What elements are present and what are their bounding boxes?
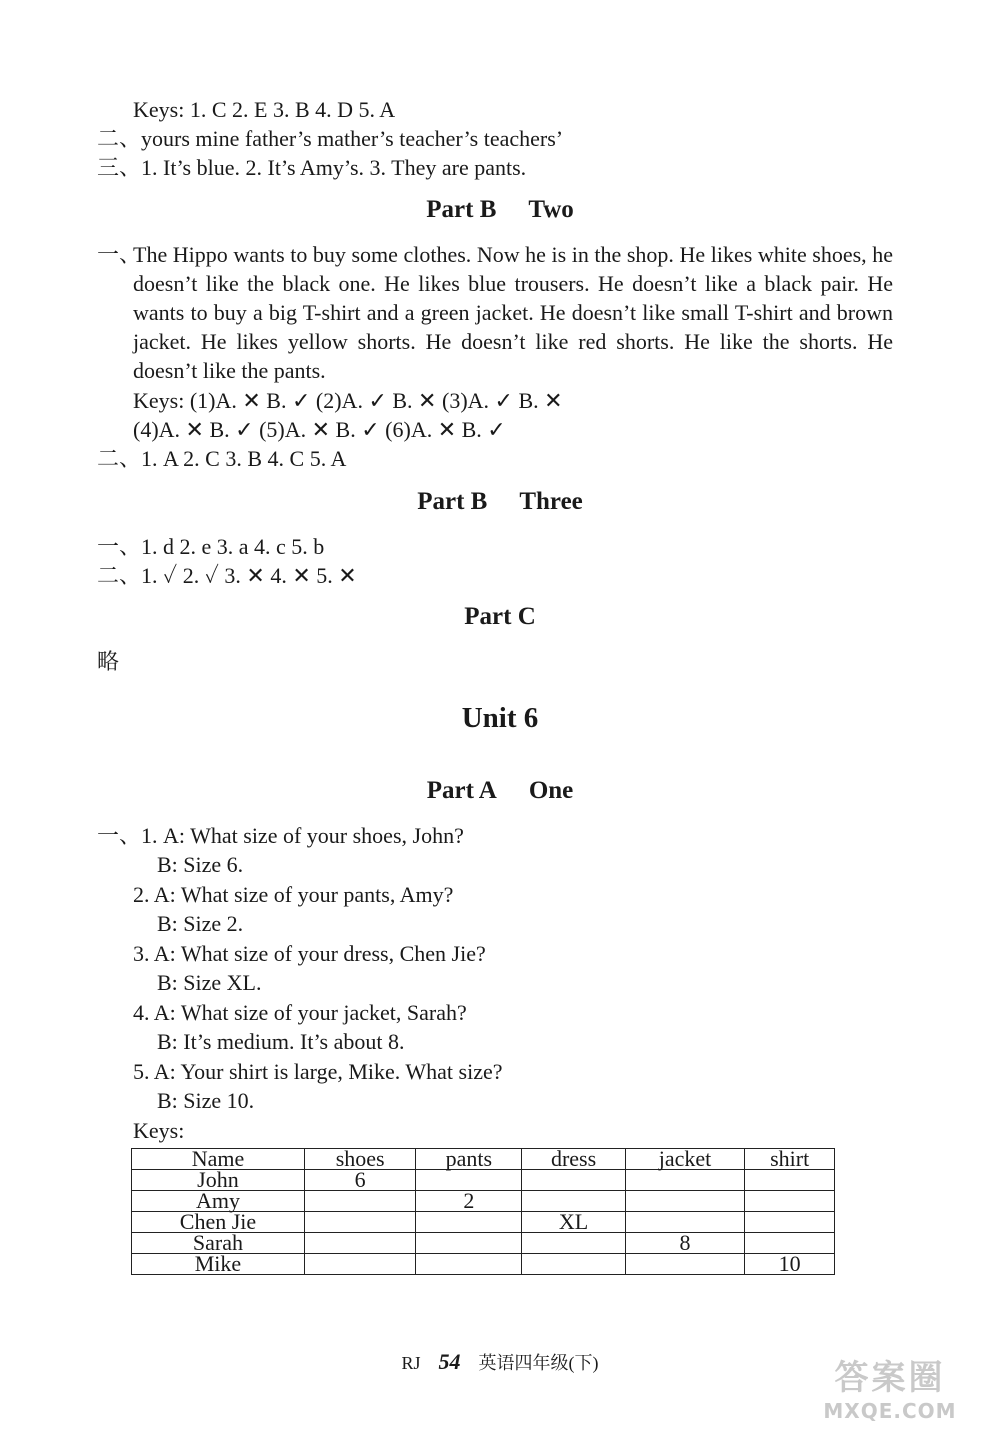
table-cell <box>522 1233 625 1254</box>
table-cell <box>745 1170 835 1191</box>
dialog-number: 4. <box>133 1000 154 1025</box>
keys-line-1: Keys: 1. C 2. E 3. B 4. D 5. A <box>133 97 396 122</box>
table-cell: XL <box>522 1212 625 1233</box>
table-cell: 10 <box>745 1254 835 1275</box>
dialog-number: 2. <box>133 882 154 907</box>
dialog-3-a <box>133 939 486 968</box>
passage-text: The Hippo wants to buy some clothes. Now he is in the shop. He likes white shoes, he doesn’t like the black one. He likes blue trousers. He doesn’t like a black pair. He wants to buy a big T-shirt and a green jacket. He doesn’t like small T-shirt and brown jacket. He likes yellow shorts. He doesn’t like red shorts. He like the shorts. He doesn’t like the pants. <box>133 242 893 383</box>
table-cell <box>522 1254 625 1275</box>
table-cell: Chen Jie <box>132 1212 305 1233</box>
table-cell <box>416 1212 522 1233</box>
hippo-passage <box>97 240 893 385</box>
keys-label: Keys: <box>133 1118 185 1143</box>
section-heading-part-b-three <box>0 488 1000 516</box>
table-header: pants <box>416 1149 522 1170</box>
table-header: Name <box>132 1149 305 1170</box>
table-cell <box>625 1170 745 1191</box>
possessives-line: 二、yours mine father’s mather’s teacher’s teachers’ <box>97 126 564 151</box>
answers-line-letters: 一、1. d 2. e 3. a 4. c 5. b <box>97 534 325 559</box>
table-cell <box>304 1191 415 1212</box>
dialog-4-a <box>133 998 467 1027</box>
table-cell <box>522 1170 625 1191</box>
table-cell <box>304 1254 415 1275</box>
section-heading-part-b-two <box>0 196 1000 224</box>
table-cell <box>745 1212 835 1233</box>
table-cell: 6 <box>304 1170 415 1191</box>
table-cell: Mike <box>132 1254 305 1275</box>
heading-part: Part B <box>417 488 488 515</box>
question-number: 一、 <box>97 242 142 267</box>
table-header: jacket <box>625 1149 745 1170</box>
dialog-4-b: B: It’s medium. It’s about 8. <box>157 1029 405 1054</box>
watermark-url: MXQE.COM <box>823 1399 957 1423</box>
table-cell <box>625 1254 745 1275</box>
section-heading-part-c: Part C <box>464 603 536 630</box>
unit-title: Unit 6 <box>461 702 539 734</box>
table-cell: John <box>132 1170 305 1191</box>
answers-line-2: 二、1. A 2. C 3. B 4. C 5. A <box>97 446 347 471</box>
table-cell <box>416 1233 522 1254</box>
book-title: 英语四年级(下) <box>478 1353 599 1373</box>
table-cell: Sarah <box>132 1233 305 1254</box>
dialog-line: A: What size of your dress, Chen Jie? <box>153 941 486 966</box>
table-cell <box>304 1233 415 1254</box>
table-cell: Amy <box>132 1191 305 1212</box>
dialog-line: A: What size of your shoes, John? <box>163 823 464 848</box>
heading-sub: One <box>528 777 574 804</box>
dialog-line: A: Your shirt is large, Mike. What size? <box>153 1059 503 1084</box>
table-cell <box>416 1254 522 1275</box>
dialog-3-b: B: Size XL. <box>157 970 262 995</box>
answers-line-marks: 二、1. ✓ 2. ✓ 3. ✕ 4. ✕ 5. ✕ <box>97 563 357 588</box>
table-header: shirt <box>745 1149 835 1170</box>
table-cell <box>625 1191 745 1212</box>
dialog-1-a <box>97 821 464 850</box>
section-heading-part-a-one <box>0 777 1000 805</box>
watermark-text: 答案圈 <box>834 1358 946 1398</box>
table-row <box>132 1254 835 1275</box>
dialog-2-b: B: Size 2. <box>157 911 244 936</box>
answers-line-3: 三、1. It’s blue. 2. It’s Amy’s. 3. They are pants. <box>97 155 527 180</box>
table-cell: 8 <box>625 1233 745 1254</box>
dialog-1-b: B: Size 6. <box>157 852 244 877</box>
watermark-logo <box>800 1350 980 1422</box>
heading-part: Part B <box>426 196 497 223</box>
keys-line-b: (4)A. ✕ B. ✓ (5)A. ✕ B. ✓ (6)A. ✕ B. ✓ <box>133 417 506 442</box>
heading-sub: Three <box>519 488 583 515</box>
dialog-5-a <box>133 1057 503 1086</box>
dialog-number: 一、1. <box>97 823 164 848</box>
edition-code: RJ <box>401 1353 421 1373</box>
table-cell <box>745 1191 835 1212</box>
table-cell: 2 <box>416 1191 522 1212</box>
size-table <box>131 1148 835 1275</box>
table-cell <box>304 1212 415 1233</box>
heading-sub: Two <box>528 196 574 223</box>
dialog-2-a <box>133 880 453 909</box>
omitted-note: 略 <box>97 649 120 674</box>
table-header: shoes <box>304 1149 415 1170</box>
dialog-line: A: What size of your pants, Amy? <box>153 882 454 907</box>
dialog-5-b: B: Size 10. <box>157 1088 255 1113</box>
dialog-number: 3. <box>133 941 154 966</box>
keys-line-a: Keys: (1)A. ✕ B. ✓ (2)A. ✓ B. ✕ (3)A. ✓ B. ✕ <box>133 388 563 413</box>
dialog-number: 5. <box>133 1059 154 1084</box>
dialog-line: A: What size of your jacket, Sarah? <box>153 1000 467 1025</box>
table-header: dress <box>522 1149 625 1170</box>
heading-part: Part A <box>426 777 497 804</box>
page-number: 54 <box>438 1349 461 1374</box>
